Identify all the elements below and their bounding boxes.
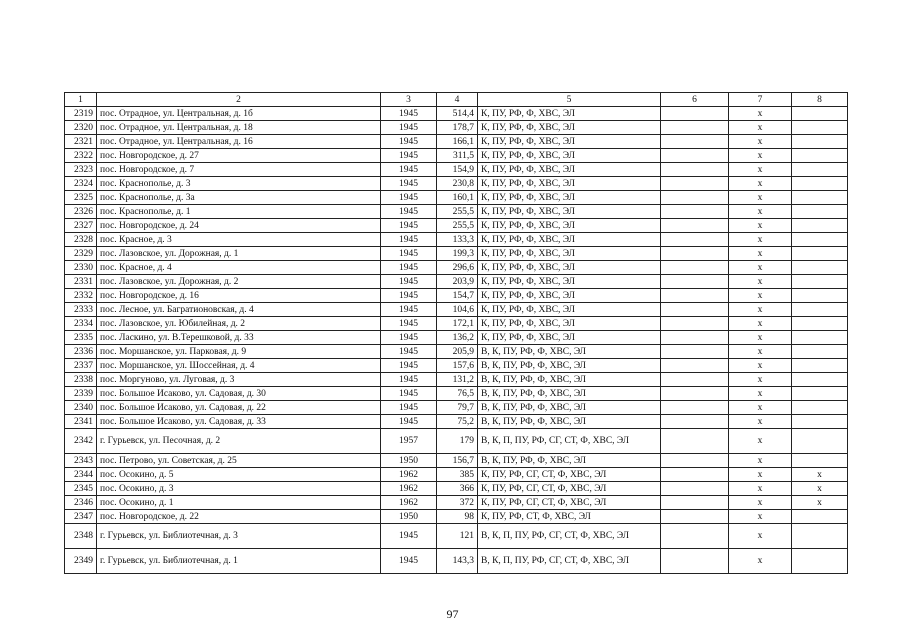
table-row (65, 401, 848, 415)
address-cell: пос. Новгородское, д. 16 (97, 289, 381, 303)
row-number: 2340 (65, 401, 97, 415)
row-number: 2320 (65, 121, 97, 135)
table-row (65, 387, 848, 401)
col8-mark (792, 317, 848, 331)
year-cell: 1945 (381, 205, 437, 219)
year-cell: 1962 (381, 482, 437, 496)
table-row (65, 415, 848, 429)
table-row (65, 163, 848, 177)
address-cell: пос. Красное, д. 3 (97, 233, 381, 247)
row-number: 2326 (65, 205, 97, 219)
area-cell: 157,6 (437, 359, 478, 373)
address-cell: пос. Новгородское, д. 24 (97, 219, 381, 233)
col8-mark (792, 275, 848, 289)
address-cell: пос. Моргуново, ул. Луговая, д. 3 (97, 373, 381, 387)
year-cell: 1945 (381, 149, 437, 163)
area-cell: 230,8 (437, 177, 478, 191)
year-cell: 1945 (381, 345, 437, 359)
col7-mark: х (729, 482, 792, 496)
col8-mark (792, 205, 848, 219)
address-cell: пос. Ласкино, ул. В.Терешковой, д. 33 (97, 331, 381, 345)
address-cell: пос. Лазовское, ул. Дорожная, д. 1 (97, 247, 381, 261)
table-row (65, 454, 848, 468)
table-row (65, 191, 848, 205)
col8-mark (792, 387, 848, 401)
year-cell: 1945 (381, 163, 437, 177)
works-cell: К, ПУ, РФ, СГ, СТ, Ф, ХВС, ЭЛ (478, 468, 661, 482)
area-cell: 385 (437, 468, 478, 482)
works-cell: К, ПУ, РФ, СГ, СТ, Ф, ХВС, ЭЛ (478, 496, 661, 510)
address-cell: пос. Краснополье, д. 1 (97, 205, 381, 219)
table-row (65, 373, 848, 387)
works-cell: К, ПУ, РФ, Ф, ХВС, ЭЛ (478, 121, 661, 135)
col7-mark: х (729, 468, 792, 482)
col6-cell (661, 345, 729, 359)
col6-cell (661, 549, 729, 574)
works-cell: К, ПУ, РФ, Ф, ХВС, ЭЛ (478, 205, 661, 219)
works-cell: В, К, П, ПУ, РФ, СГ, СТ, Ф, ХВС, ЭЛ (478, 429, 661, 454)
col7-mark: х (729, 415, 792, 429)
row-number: 2339 (65, 387, 97, 401)
col-header-1: 1 (65, 93, 97, 107)
col6-cell (661, 496, 729, 510)
year-cell: 1945 (381, 247, 437, 261)
col-header-2: 2 (97, 93, 381, 107)
table-row (65, 275, 848, 289)
area-cell: 79,7 (437, 401, 478, 415)
row-number: 2349 (65, 549, 97, 574)
table-row (65, 359, 848, 373)
works-cell: К, ПУ, РФ, СТ, Ф, ХВС, ЭЛ (478, 510, 661, 524)
row-number: 2334 (65, 317, 97, 331)
area-cell: 154,7 (437, 289, 478, 303)
row-number: 2343 (65, 454, 97, 468)
row-number: 2346 (65, 496, 97, 510)
col6-cell (661, 177, 729, 191)
row-number: 2348 (65, 524, 97, 549)
works-cell: В, К, ПУ, РФ, Ф, ХВС, ЭЛ (478, 359, 661, 373)
works-cell: В, К, ПУ, РФ, Ф, ХВС, ЭЛ (478, 401, 661, 415)
col8-mark (792, 121, 848, 135)
row-number: 2333 (65, 303, 97, 317)
area-cell: 255,5 (437, 219, 478, 233)
col6-cell (661, 289, 729, 303)
year-cell: 1945 (381, 359, 437, 373)
col8-mark (792, 429, 848, 454)
area-cell: 76,5 (437, 387, 478, 401)
col8-mark (792, 177, 848, 191)
col6-cell (661, 219, 729, 233)
table-row (65, 524, 848, 549)
table-row (65, 219, 848, 233)
address-cell: г. Гурьевск, ул. Библиотечная, д. 1 (97, 549, 381, 574)
year-cell: 1945 (381, 331, 437, 345)
row-number: 2332 (65, 289, 97, 303)
col8-mark (792, 149, 848, 163)
works-cell: К, ПУ, РФ, Ф, ХВС, ЭЛ (478, 219, 661, 233)
col8-mark (792, 303, 848, 317)
col8-mark (792, 331, 848, 345)
col6-cell (661, 468, 729, 482)
address-cell: пос. Моршанское, ул. Шоссейная, д. 4 (97, 359, 381, 373)
col-header-7: 7 (729, 93, 792, 107)
address-cell: пос. Лесное, ул. Багратионовская, д. 4 (97, 303, 381, 317)
address-cell: пос. Осокино, д. 1 (97, 496, 381, 510)
col7-mark: х (729, 401, 792, 415)
col7-mark: х (729, 454, 792, 468)
area-cell: 255,5 (437, 205, 478, 219)
works-cell: К, ПУ, РФ, Ф, ХВС, ЭЛ (478, 289, 661, 303)
table-row (65, 177, 848, 191)
table-row (65, 345, 848, 359)
col6-cell (661, 121, 729, 135)
area-cell: 199,3 (437, 247, 478, 261)
col-header-5: 5 (478, 93, 661, 107)
works-cell: В, К, ПУ, РФ, Ф, ХВС, ЭЛ (478, 387, 661, 401)
col6-cell (661, 524, 729, 549)
header-row (65, 93, 848, 107)
table-row (65, 261, 848, 275)
area-cell: 136,2 (437, 331, 478, 345)
col8-mark (792, 219, 848, 233)
year-cell: 1945 (381, 219, 437, 233)
col7-mark: х (729, 149, 792, 163)
area-cell: 205,9 (437, 345, 478, 359)
row-number: 2322 (65, 149, 97, 163)
row-number: 2327 (65, 219, 97, 233)
table-row (65, 247, 848, 261)
col8-mark (792, 107, 848, 121)
col8-mark (792, 524, 848, 549)
col8-mark: х (792, 468, 848, 482)
area-cell: 366 (437, 482, 478, 496)
works-cell: К, ПУ, РФ, Ф, ХВС, ЭЛ (478, 247, 661, 261)
address-cell: пос. Краснополье, д. 3а (97, 191, 381, 205)
year-cell: 1957 (381, 429, 437, 454)
col8-mark (792, 415, 848, 429)
area-cell: 203,9 (437, 275, 478, 289)
col8-mark: х (792, 496, 848, 510)
works-cell: К, ПУ, РФ, Ф, ХВС, ЭЛ (478, 317, 661, 331)
col6-cell (661, 387, 729, 401)
col6-cell (661, 149, 729, 163)
address-cell: пос. Моршанское, ул. Парковая, д. 9 (97, 345, 381, 359)
row-number: 2328 (65, 233, 97, 247)
col6-cell (661, 135, 729, 149)
table-row (65, 149, 848, 163)
year-cell: 1945 (381, 401, 437, 415)
year-cell: 1945 (381, 524, 437, 549)
address-cell: пос. Красное, д. 4 (97, 261, 381, 275)
row-number: 2319 (65, 107, 97, 121)
row-number: 2345 (65, 482, 97, 496)
col-header-4: 4 (437, 93, 478, 107)
col6-cell (661, 317, 729, 331)
area-cell: 372 (437, 496, 478, 510)
col7-mark: х (729, 163, 792, 177)
row-number: 2347 (65, 510, 97, 524)
works-cell: К, ПУ, РФ, Ф, ХВС, ЭЛ (478, 261, 661, 275)
table-row (65, 331, 848, 345)
row-number: 2342 (65, 429, 97, 454)
address-cell: пос. Осокино, д. 3 (97, 482, 381, 496)
col7-mark: х (729, 429, 792, 454)
col8-mark (792, 163, 848, 177)
table-row (65, 496, 848, 510)
col7-mark: х (729, 247, 792, 261)
year-cell: 1962 (381, 496, 437, 510)
year-cell: 1945 (381, 373, 437, 387)
col8-mark (792, 359, 848, 373)
address-cell: г. Гурьевск, ул. Библиотечная, д. 3 (97, 524, 381, 549)
works-cell: К, ПУ, РФ, Ф, ХВС, ЭЛ (478, 135, 661, 149)
year-cell: 1945 (381, 289, 437, 303)
works-cell: К, ПУ, РФ, Ф, ХВС, ЭЛ (478, 149, 661, 163)
address-cell: пос. Лазовское, ул. Юбилейная, д. 2 (97, 317, 381, 331)
address-cell: пос. Отрадное, ул. Центральная, д. 1б (97, 107, 381, 121)
year-cell: 1945 (381, 107, 437, 121)
area-cell: 311,5 (437, 149, 478, 163)
col7-mark: х (729, 219, 792, 233)
area-cell: 104,6 (437, 303, 478, 317)
table-row (65, 510, 848, 524)
works-cell: К, ПУ, РФ, Ф, ХВС, ЭЛ (478, 331, 661, 345)
col6-cell (661, 454, 729, 468)
col7-mark: х (729, 275, 792, 289)
address-cell: г. Гурьевск, ул. Песочная, д. 2 (97, 429, 381, 454)
year-cell: 1945 (381, 415, 437, 429)
col8-mark (792, 549, 848, 574)
col6-cell (661, 482, 729, 496)
col6-cell (661, 331, 729, 345)
works-cell: К, ПУ, РФ, Ф, ХВС, ЭЛ (478, 177, 661, 191)
area-cell: 98 (437, 510, 478, 524)
works-cell: К, ПУ, РФ, Ф, ХВС, ЭЛ (478, 191, 661, 205)
address-cell: пос. Новгородское, д. 27 (97, 149, 381, 163)
col7-mark: х (729, 191, 792, 205)
table-row (65, 233, 848, 247)
row-number: 2321 (65, 135, 97, 149)
row-number: 2335 (65, 331, 97, 345)
address-cell: пос. Большое Исаково, ул. Садовая, д. 22 (97, 401, 381, 415)
address-cell: пос. Краснополье, д. 3 (97, 177, 381, 191)
table-row (65, 135, 848, 149)
area-cell: 166,1 (437, 135, 478, 149)
col7-mark: х (729, 387, 792, 401)
col7-mark: х (729, 373, 792, 387)
col7-mark: х (729, 261, 792, 275)
area-cell: 296,6 (437, 261, 478, 275)
col6-cell (661, 275, 729, 289)
table-row (65, 289, 848, 303)
col7-mark: х (729, 205, 792, 219)
row-number: 2324 (65, 177, 97, 191)
col7-mark: х (729, 345, 792, 359)
col6-cell (661, 510, 729, 524)
area-cell: 514,4 (437, 107, 478, 121)
area-cell: 133,3 (437, 233, 478, 247)
row-number: 2338 (65, 373, 97, 387)
col8-mark (792, 191, 848, 205)
address-cell: пос. Лазовское, ул. Дорожная, д. 2 (97, 275, 381, 289)
col6-cell (661, 191, 729, 205)
col6-cell (661, 401, 729, 415)
table-row (65, 429, 848, 454)
row-number: 2341 (65, 415, 97, 429)
address-cell: пос. Новгородское, д. 22 (97, 510, 381, 524)
col7-mark: х (729, 107, 792, 121)
works-cell: В, К, ПУ, РФ, Ф, ХВС, ЭЛ (478, 373, 661, 387)
table-row (65, 205, 848, 219)
area-cell: 131,2 (437, 373, 478, 387)
col7-mark: х (729, 549, 792, 574)
row-number: 2336 (65, 345, 97, 359)
area-cell: 75,2 (437, 415, 478, 429)
year-cell: 1950 (381, 510, 437, 524)
col6-cell (661, 205, 729, 219)
col6-cell (661, 303, 729, 317)
works-cell: К, ПУ, РФ, Ф, ХВС, ЭЛ (478, 233, 661, 247)
area-cell: 156,7 (437, 454, 478, 468)
col8-mark: х (792, 482, 848, 496)
col6-cell (661, 233, 729, 247)
works-cell: В, К, П, ПУ, РФ, СГ, СТ, Ф, ХВС, ЭЛ (478, 524, 661, 549)
row-number: 2337 (65, 359, 97, 373)
year-cell: 1945 (381, 121, 437, 135)
col7-mark: х (729, 524, 792, 549)
table-row (65, 482, 848, 496)
col8-mark (792, 345, 848, 359)
year-cell: 1945 (381, 261, 437, 275)
col8-mark (792, 233, 848, 247)
year-cell: 1945 (381, 233, 437, 247)
col7-mark: х (729, 135, 792, 149)
col8-mark (792, 261, 848, 275)
works-cell: К, ПУ, РФ, Ф, ХВС, ЭЛ (478, 303, 661, 317)
col6-cell (661, 415, 729, 429)
works-cell: В, К, ПУ, РФ, Ф, ХВС, ЭЛ (478, 345, 661, 359)
table-row (65, 107, 848, 121)
area-cell: 160,1 (437, 191, 478, 205)
col7-mark: х (729, 177, 792, 191)
col6-cell (661, 163, 729, 177)
col8-mark (792, 510, 848, 524)
col7-mark: х (729, 359, 792, 373)
year-cell: 1945 (381, 387, 437, 401)
address-cell: пос. Большое Исаково, ул. Садовая, д. 33 (97, 415, 381, 429)
works-cell: К, ПУ, РФ, СГ, СТ, Ф, ХВС, ЭЛ (478, 482, 661, 496)
col8-mark (792, 454, 848, 468)
table-row (65, 121, 848, 135)
year-cell: 1945 (381, 135, 437, 149)
col6-cell (661, 107, 729, 121)
col7-mark: х (729, 303, 792, 317)
col8-mark (792, 135, 848, 149)
year-cell: 1962 (381, 468, 437, 482)
year-cell: 1945 (381, 177, 437, 191)
address-cell: пос. Осокино, д. 5 (97, 468, 381, 482)
col7-mark: х (729, 510, 792, 524)
address-cell: пос. Большое Исаково, ул. Садовая, д. 30 (97, 387, 381, 401)
table-row (65, 549, 848, 574)
area-cell: 178,7 (437, 121, 478, 135)
row-number: 2344 (65, 468, 97, 482)
col7-mark: х (729, 289, 792, 303)
col7-mark: х (729, 233, 792, 247)
area-cell: 179 (437, 429, 478, 454)
col6-cell (661, 373, 729, 387)
row-number: 2329 (65, 247, 97, 261)
row-number: 2330 (65, 261, 97, 275)
year-cell: 1945 (381, 303, 437, 317)
address-cell: пос. Отрадное, ул. Центральная, д. 18 (97, 121, 381, 135)
table-row (65, 303, 848, 317)
row-number: 2325 (65, 191, 97, 205)
works-cell: В, К, ПУ, РФ, Ф, ХВС, ЭЛ (478, 415, 661, 429)
year-cell: 1950 (381, 454, 437, 468)
area-cell: 172,1 (437, 317, 478, 331)
address-cell: пос. Петрово, ул. Советская, д. 25 (97, 454, 381, 468)
year-cell: 1945 (381, 191, 437, 205)
works-cell: К, ПУ, РФ, Ф, ХВС, ЭЛ (478, 107, 661, 121)
col8-mark (792, 401, 848, 415)
address-cell: пос. Новгородское, д. 7 (97, 163, 381, 177)
col-header-8: 8 (792, 93, 848, 107)
col8-mark (792, 247, 848, 261)
year-cell: 1945 (381, 549, 437, 574)
col7-mark: х (729, 121, 792, 135)
col8-mark (792, 289, 848, 303)
col6-cell (661, 261, 729, 275)
works-cell: К, ПУ, РФ, Ф, ХВС, ЭЛ (478, 275, 661, 289)
page-number: 97 (446, 607, 459, 621)
col8-mark (792, 373, 848, 387)
area-cell: 154,9 (437, 163, 478, 177)
col6-cell (661, 429, 729, 454)
year-cell: 1945 (381, 275, 437, 289)
col7-mark: х (729, 496, 792, 510)
col7-mark: х (729, 317, 792, 331)
register-table (64, 92, 848, 574)
works-cell: К, ПУ, РФ, Ф, ХВС, ЭЛ (478, 163, 661, 177)
area-cell: 143,3 (437, 549, 478, 574)
col-header-3: 3 (381, 93, 437, 107)
col-header-6: 6 (661, 93, 729, 107)
col6-cell (661, 247, 729, 261)
col6-cell (661, 359, 729, 373)
table-row (65, 468, 848, 482)
works-cell: В, К, П, ПУ, РФ, СГ, СТ, Ф, ХВС, ЭЛ (478, 549, 661, 574)
row-number: 2331 (65, 275, 97, 289)
area-cell: 121 (437, 524, 478, 549)
col7-mark: х (729, 331, 792, 345)
table-row (65, 317, 848, 331)
row-number: 2323 (65, 163, 97, 177)
works-cell: В, К, ПУ, РФ, Ф, ХВС, ЭЛ (478, 454, 661, 468)
year-cell: 1945 (381, 317, 437, 331)
address-cell: пос. Отрадное, ул. Центральная, д. 16 (97, 135, 381, 149)
